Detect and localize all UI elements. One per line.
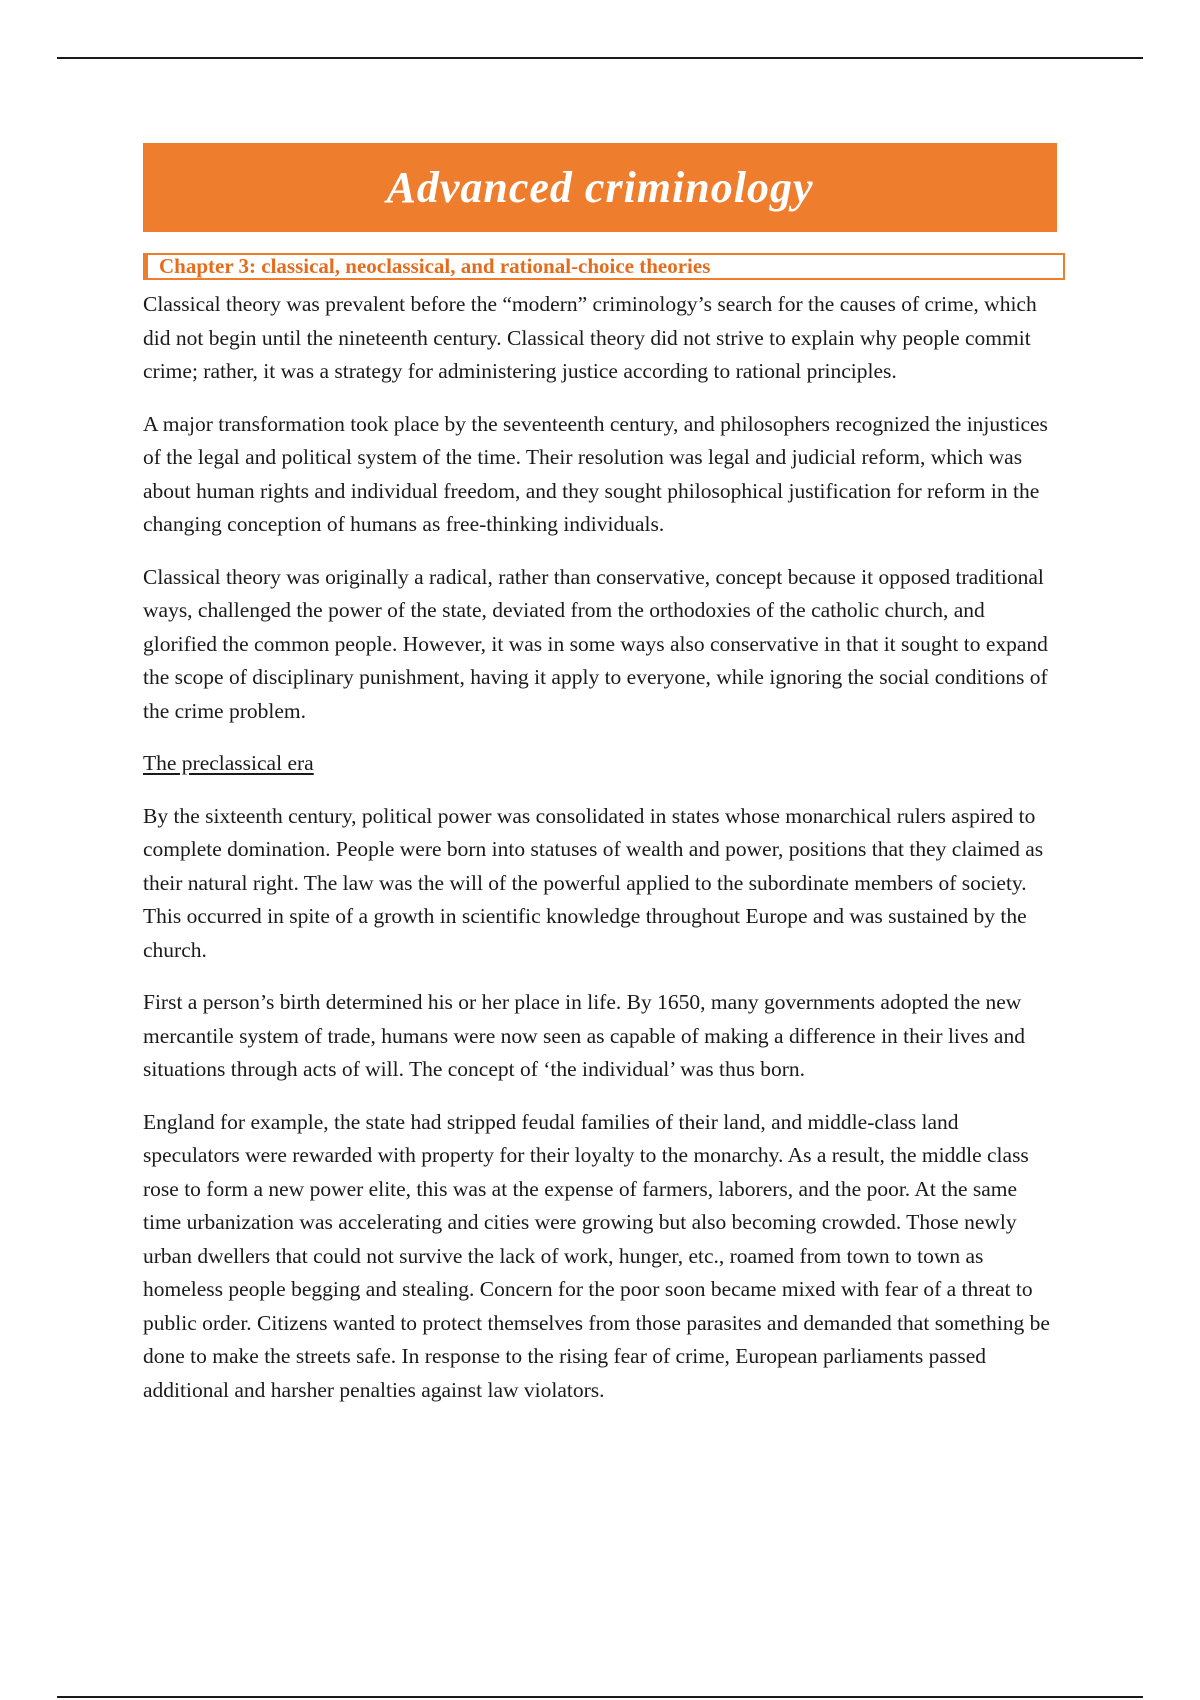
paragraph: Classical theory was prevalent before the “modern” criminology’s search for the causes of crime, which did not begin until the nineteenth century. Classical theory did not strive to explain why people commit crime; rather, it was a strategy for administering justice according to rational principles. (143, 292, 1037, 383)
paragraph: A major transformation took place by the seventeenth century, and philosophers recognized the injustices of the legal and political system of the time. Their resolution was legal and judicial reform, which was about human rights and individual freedom, and they sought philosophical justification for reform in the changing conception of humans as free-thinking individuals. (143, 411, 1048, 536)
bottom-rule (57, 1696, 1143, 1698)
chapter-heading-box (143, 253, 1065, 280)
top-rule (57, 57, 1143, 59)
paragraph: Classical theory was originally a radical, rather than conservative, concept because it opposed traditional ways, challenged the power of the state, deviated from the orthodoxies of the catholic church, and glorified the common people. However, it was in some ways also conservative in that it sought to expand the scope of disciplinary punishment, having it apply to everyone, while ignoring the social conditions of the crime problem. (143, 564, 1048, 723)
body-text (143, 288, 1057, 1407)
paragraph: First a person’s birth determined his or her place in life. By 1650, many governments adopted the new mercantile system of trade, humans were now seen as capable of making a difference in their lives and situations through acts of will. The concept of ‘the individual’ was thus born. (143, 990, 1025, 1081)
document-title: Advanced criminology (386, 163, 814, 212)
section-heading: The preclassical era (143, 751, 314, 775)
chapter-heading: Chapter 3: classical, neoclassical, and rational-choice theories (159, 254, 711, 278)
paragraph: By the sixteenth century, political power was consolidated in states whose monarchical rulers aspired to complete domination. People were born into statuses of wealth and power, positions that they claimed as their natural right. The law was the will of the powerful applied to the subordinate members of society. This occurred in spite of a growth in scientific knowledge throughout Europe and was sustained by the church. (143, 803, 1044, 962)
title-banner (143, 143, 1057, 232)
page-content (143, 143, 1057, 1426)
paragraph: England for example, the state had stripped feudal families of their land, and middle-class land speculators were rewarded with property for their loyalty to the monarchy. As a result, the middle class rose to form a new power elite, this was at the expense of farmers, laborers, and the poor. At the same time urbanization was accelerating and cities were growing but also becoming crowded. Those newly urban dwellers that could not survive the lack of work, hunger, etc., roamed from town to town as homeless people begging and stealing. Concern for the poor soon became mixed with fear of a threat to public order. Citizens wanted to protect themselves from those parasites and demanded that something be done to make the streets safe. In response to the rising fear of crime, European parliaments passed additional and harsher penalties against law violators. (143, 1109, 1050, 1402)
